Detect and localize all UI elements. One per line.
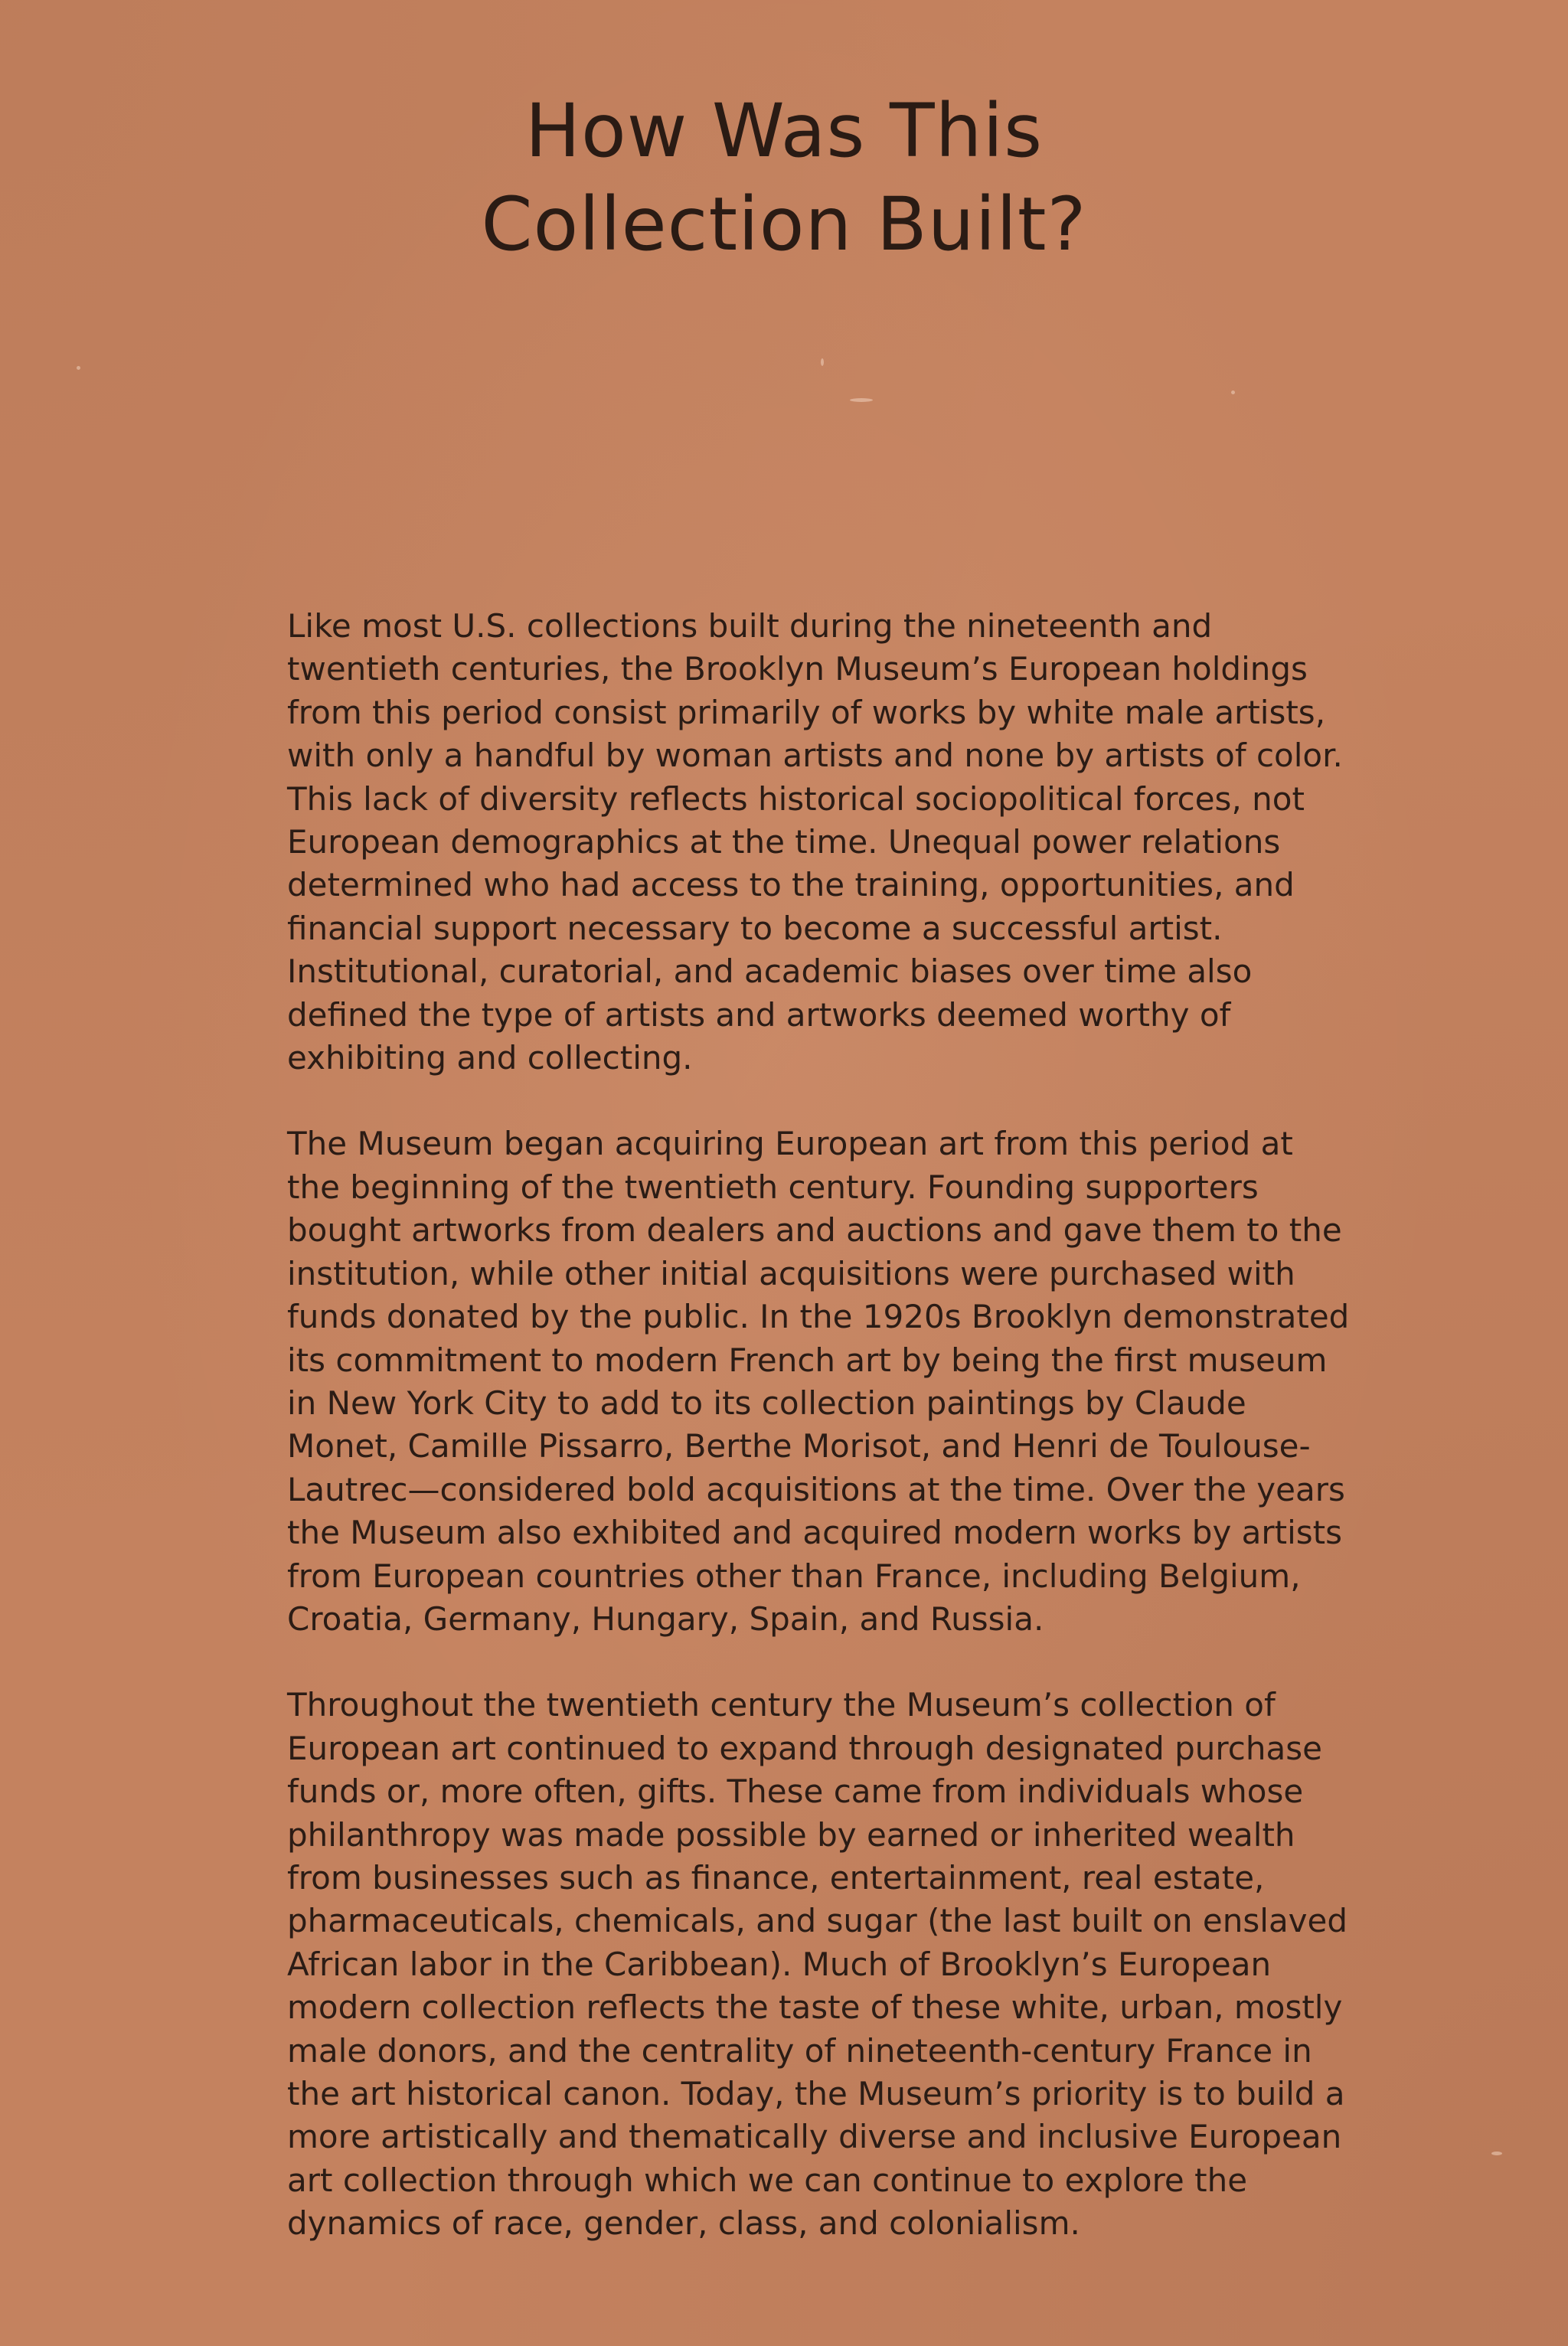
wall-speck [1491, 2152, 1502, 2155]
text-line: financial support necessary to become a successful artist. [287, 909, 1223, 947]
text-line: institution, while other initial acquisitions were purchased with [287, 1254, 1295, 1292]
text-line: Croatia, Germany, Hungary, Spain, and Russia. [287, 1599, 1044, 1638]
text-line: exhibiting and collecting. [287, 1039, 693, 1077]
text-line: pharmaceuticals, chemicals, and sugar (the last built on enslaved [287, 1902, 1348, 1940]
text-line: the art historical canon. Today, the Museum’s priority is to build a [287, 2075, 1345, 2112]
text-line: the Museum also exhibited and acquired modern works by artists [287, 1514, 1343, 1552]
text-line: with only a handful by woman artists and none by artists of color. [287, 737, 1343, 775]
title-line: Collection Built? [481, 181, 1087, 267]
text-line: funds donated by the public. In the 1920s Brooklyn demonstrated [287, 1298, 1350, 1336]
text-line: Monet, Camille Pissarro, Berthe Morisot, and Henri de Toulouse- [287, 1427, 1311, 1465]
text-line: in New York City to add to its collection paintings by Claude [287, 1384, 1246, 1422]
paragraph-3 [287, 1684, 1374, 2245]
text-line: male donors, and the centrality of nineteenth-century France in [287, 2031, 1312, 2070]
text-line: its commitment to modern French art by being the first museum [287, 1341, 1328, 1379]
text-line: Institutional, curatorial, and academic biases over time also [287, 952, 1253, 991]
label-body [287, 605, 1374, 2289]
text-line: from European countries other than France, including Belgium, [287, 1557, 1301, 1595]
title-line: How Was This [524, 88, 1044, 174]
wall-speck [850, 398, 873, 402]
text-line: bought artworks from dealers and auctions and gave them to the [287, 1211, 1342, 1250]
text-line: funds or, more often, gifts. These came from individuals whose [287, 1773, 1304, 1811]
wall-speck [1231, 390, 1235, 394]
text-line: Like most U.S. collections built during the nineteenth and [287, 607, 1213, 645]
text-line: art collection through which we can continue to explore the [287, 2161, 1248, 2199]
label-title [0, 84, 1568, 271]
text-line: from this period consist primarily of works by white male artists, [287, 693, 1326, 731]
paragraph-1 [287, 605, 1374, 1080]
wall-speck [77, 366, 80, 370]
text-line: Lautrec—considered bold acquisitions at the time. Over the years [287, 1470, 1345, 1508]
text-line: dynamics of race, gender, class, and colonialism. [287, 2204, 1080, 2243]
text-line: the beginning of the twentieth century. Founding supporters [287, 1168, 1259, 1206]
text-line: Throughout the twentieth century the Museum’s collection of [287, 1686, 1276, 1724]
text-line: more artistically and thematically diverse and inclusive European [287, 2118, 1342, 2156]
text-line: twentieth centuries, the Brooklyn Museum’s European holdings [287, 650, 1308, 688]
text-line: This lack of diversity reflects historical sociopolitical forces, not [287, 779, 1305, 818]
text-line: European demographics at the time. Unequal power relations [287, 823, 1281, 861]
text-line: African labor in the Caribbean). Much of Brooklyn’s European [287, 1945, 1272, 1983]
text-line: defined the type of artists and artworks deemed worthy of [287, 995, 1231, 1034]
text-line: philanthropy was made possible by earned or inherited wealth [287, 1815, 1295, 1854]
paragraph-2 [287, 1122, 1374, 1641]
text-line: determined who had access to the training, opportunities, and [287, 866, 1295, 904]
text-line: modern collection reflects the taste of these white, urban, mostly [287, 1988, 1343, 2027]
text-line: from businesses such as finance, entertainment, real estate, [287, 1858, 1265, 1897]
wall-speck [821, 358, 824, 366]
text-line: The Museum began acquiring European art from this period at [287, 1125, 1293, 1163]
text-line: European art continued to expand through designated purchase [287, 1729, 1322, 1767]
